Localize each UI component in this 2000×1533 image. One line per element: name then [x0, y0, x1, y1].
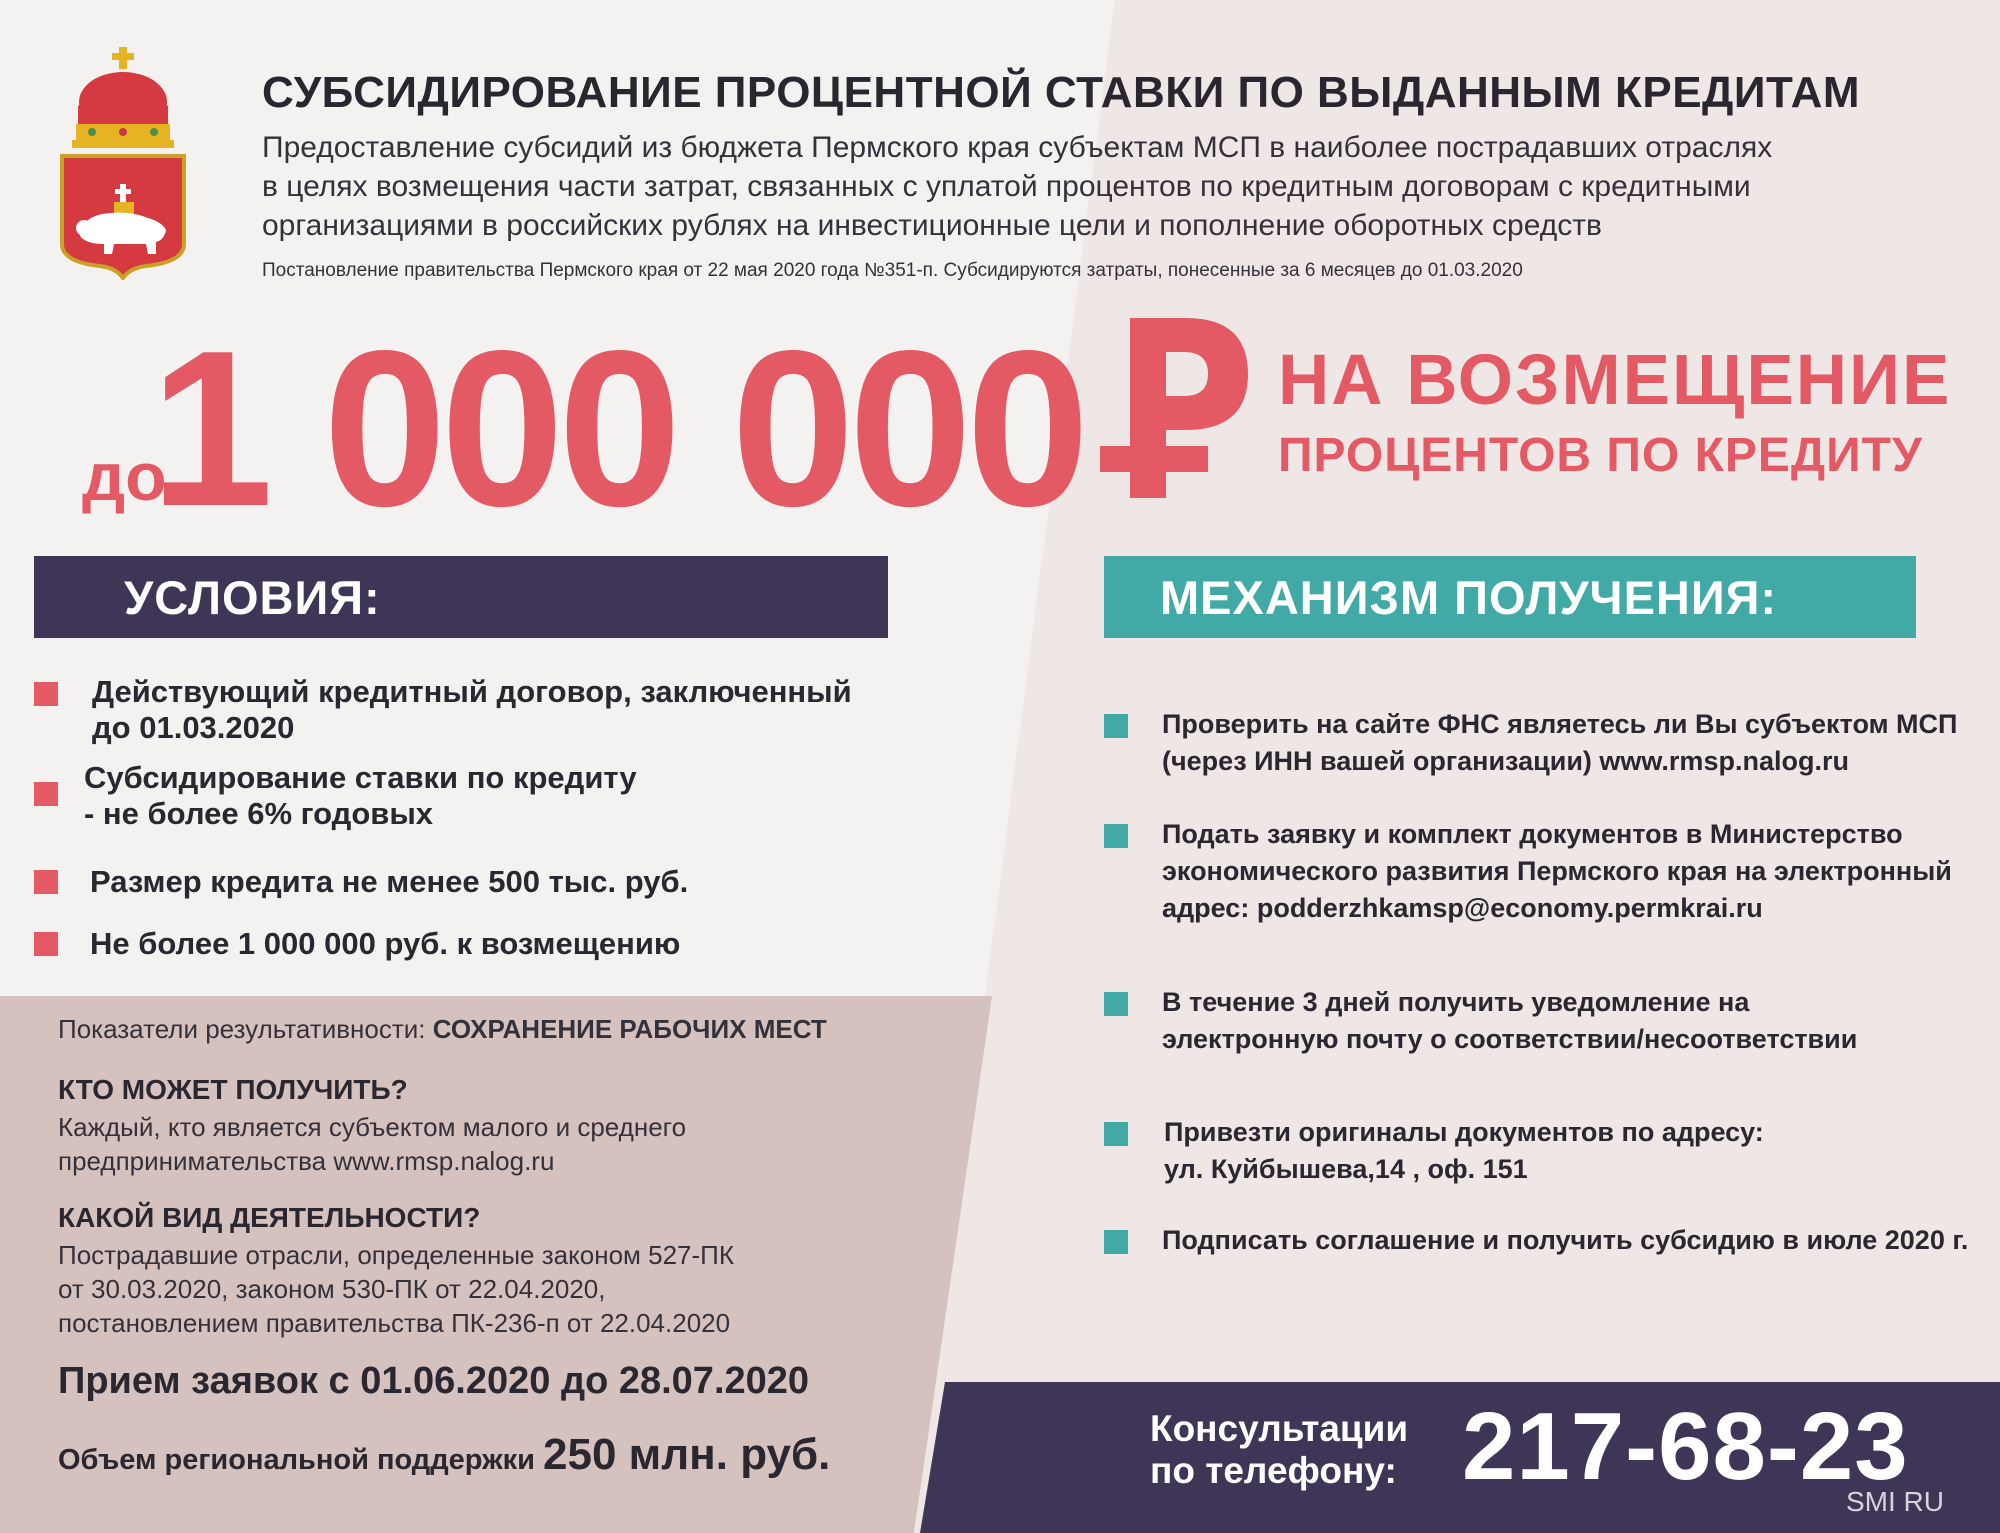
condition-item — [84, 760, 637, 832]
activity-text — [58, 1238, 734, 1340]
perm-coat-of-arms-emblem — [58, 44, 188, 280]
activity-line: Пострадавшие отрасли, определенные законом 527-ПК — [58, 1240, 735, 1270]
mechanism-item — [1164, 1114, 2000, 1188]
volume-value: 250 млн. руб. — [543, 1430, 831, 1479]
mechanism-line: Привезти оригиналы документов по адресу: — [1164, 1117, 1764, 1147]
bullet-square-icon — [1104, 1122, 1128, 1146]
amount-prefix: до — [82, 439, 167, 515]
bullet-square-icon — [34, 932, 58, 956]
compensation-title: НА ВОЗМЕЩЕНИЕ — [1278, 341, 1952, 420]
mechanism-line: Проверить на сайте ФНС являетесь ли Вы субъектом МСП — [1162, 709, 1958, 739]
who-heading: КТО МОЖЕТ ПОЛУЧИТЬ? — [58, 1074, 408, 1105]
condition-line: Действующий кредитный договор, заключенный — [92, 674, 852, 709]
condition-line: - не более 6% годовых — [84, 796, 434, 831]
mechanism-line: экономического развития Пермского края на электронный — [1162, 856, 1952, 886]
conditions-heading-bar — [34, 556, 888, 638]
subtitle-line: Предоставление субсидий из бюджета Пермского края субъектам МСП в наиболее пострадавших отраслях — [262, 131, 1773, 164]
mechanism-line: Подать заявку и комплект документов в Министерство — [1162, 819, 1903, 849]
fns-site-link[interactable]: www.rmsp.nalog.ru — [1599, 746, 1849, 776]
consultation-line: по телефону: — [1150, 1450, 1397, 1491]
consultation-label — [1150, 1408, 1408, 1492]
mechanism-line: электронную почту о соответствии/несоответствии — [1162, 1024, 1858, 1054]
subsidy-amount: 1 000 000 — [150, 305, 1084, 553]
decree-note: Постановление правительства Пермского края от 22 мая 2020 года №351-п. Субсидируются затраты, понесенные за 6 месяцев до 01.03.2020 — [262, 260, 1523, 281]
bullet-square-icon — [1104, 824, 1128, 848]
consultation-line: Консультации — [1150, 1408, 1409, 1449]
condition-line: Не более 1 000 000 руб. к возмещению — [90, 926, 681, 961]
mechanism-heading: МЕХАНИЗМ ПОЛУЧЕНИЯ: — [1160, 570, 1778, 624]
who-line: предпринимательства www.rmsp.nalog.ru — [58, 1146, 555, 1176]
mechanism-text: адрес: — [1162, 893, 1257, 923]
mechanism-item — [1162, 816, 2000, 927]
subtitle-line: в целях возмещения части затрат, связанных с уплатой процентов по кредитным договорам с кредитными — [262, 170, 1751, 203]
kpi-line — [58, 1012, 827, 1046]
mechanism-item — [1162, 706, 2000, 780]
phone-number[interactable]: 217-68-23 — [1462, 1393, 1909, 1500]
acceptance-period: Прием заявок с 01.06.2020 до 28.07.2020 — [58, 1360, 810, 1402]
subtitle — [262, 128, 1902, 245]
who-text — [58, 1110, 686, 1178]
activity-line: от 30.03.2020, законом 530-ПК от 22.04.2020, — [58, 1274, 606, 1304]
watermark: SMI RU — [1846, 1486, 1944, 1517]
activity-heading: КАКОЙ ВИД ДЕЯТЕЛЬНОСТИ? — [58, 1202, 481, 1233]
mechanism-line — [1162, 743, 2000, 780]
volume-label: Объем региональной поддержки — [58, 1444, 544, 1476]
bullet-square-icon — [1104, 714, 1128, 738]
mechanism-line: В течение 3 дней получить уведомление на — [1162, 987, 1750, 1017]
email-link[interactable]: podderzhkamsp@economy.permkrai.ru — [1256, 893, 1763, 923]
compensation-subtitle: ПРОЦЕНТОВ ПО КРЕДИТУ — [1278, 429, 1923, 482]
bullet-square-icon — [1104, 1230, 1128, 1254]
who-line: Каждый, кто является субъектом малого и среднего — [58, 1112, 687, 1142]
bullet-square-icon — [34, 682, 58, 706]
mechanism-line — [1162, 890, 2000, 927]
mechanism-heading-bar — [1104, 556, 1916, 638]
bullet-square-icon — [1104, 992, 1128, 1016]
condition-item — [90, 926, 680, 962]
condition-line: Субсидирование ставки по кредиту — [84, 760, 637, 795]
kpi-value: СОХРАНЕНИЕ РАБОЧИХ МЕСТ — [432, 1014, 827, 1044]
mechanism-line: ул. Куйбышева,14 , оф. 151 — [1164, 1154, 1528, 1184]
bullet-square-icon — [34, 870, 58, 894]
ruble-sign-icon — [1100, 318, 1248, 498]
subtitle-line: организациями в российских рублях на инвестиционные цели и пополнение оборотных средств — [262, 209, 1602, 242]
mechanism-line: Подписать соглашение и получить субсидию в июле 2020 г. — [1162, 1225, 1969, 1255]
mechanism-item — [1162, 984, 2000, 1058]
mechanism-item — [1162, 1222, 2000, 1259]
activity-line: постановлением правительства ПК-236-п от 22.04.2020 — [58, 1308, 731, 1338]
condition-line: до 01.03.2020 — [92, 710, 295, 745]
bullet-square-icon — [34, 782, 58, 806]
conditions-heading: УСЛОВИЯ: — [124, 570, 381, 624]
condition-line: Размер кредита не менее 500 тыс. руб. — [90, 864, 689, 899]
kpi-label: Показатели результативности: — [58, 1014, 433, 1044]
support-volume — [58, 1430, 830, 1480]
mechanism-text: (через ИНН вашей организации) — [1162, 746, 1600, 776]
page-title: СУБСИДИРОВАНИЕ ПРОЦЕНТНОЙ СТАВКИ ПО ВЫДАННЫМ КРЕДИТАМ — [262, 68, 1861, 117]
condition-item — [92, 674, 852, 746]
condition-item — [90, 864, 688, 900]
